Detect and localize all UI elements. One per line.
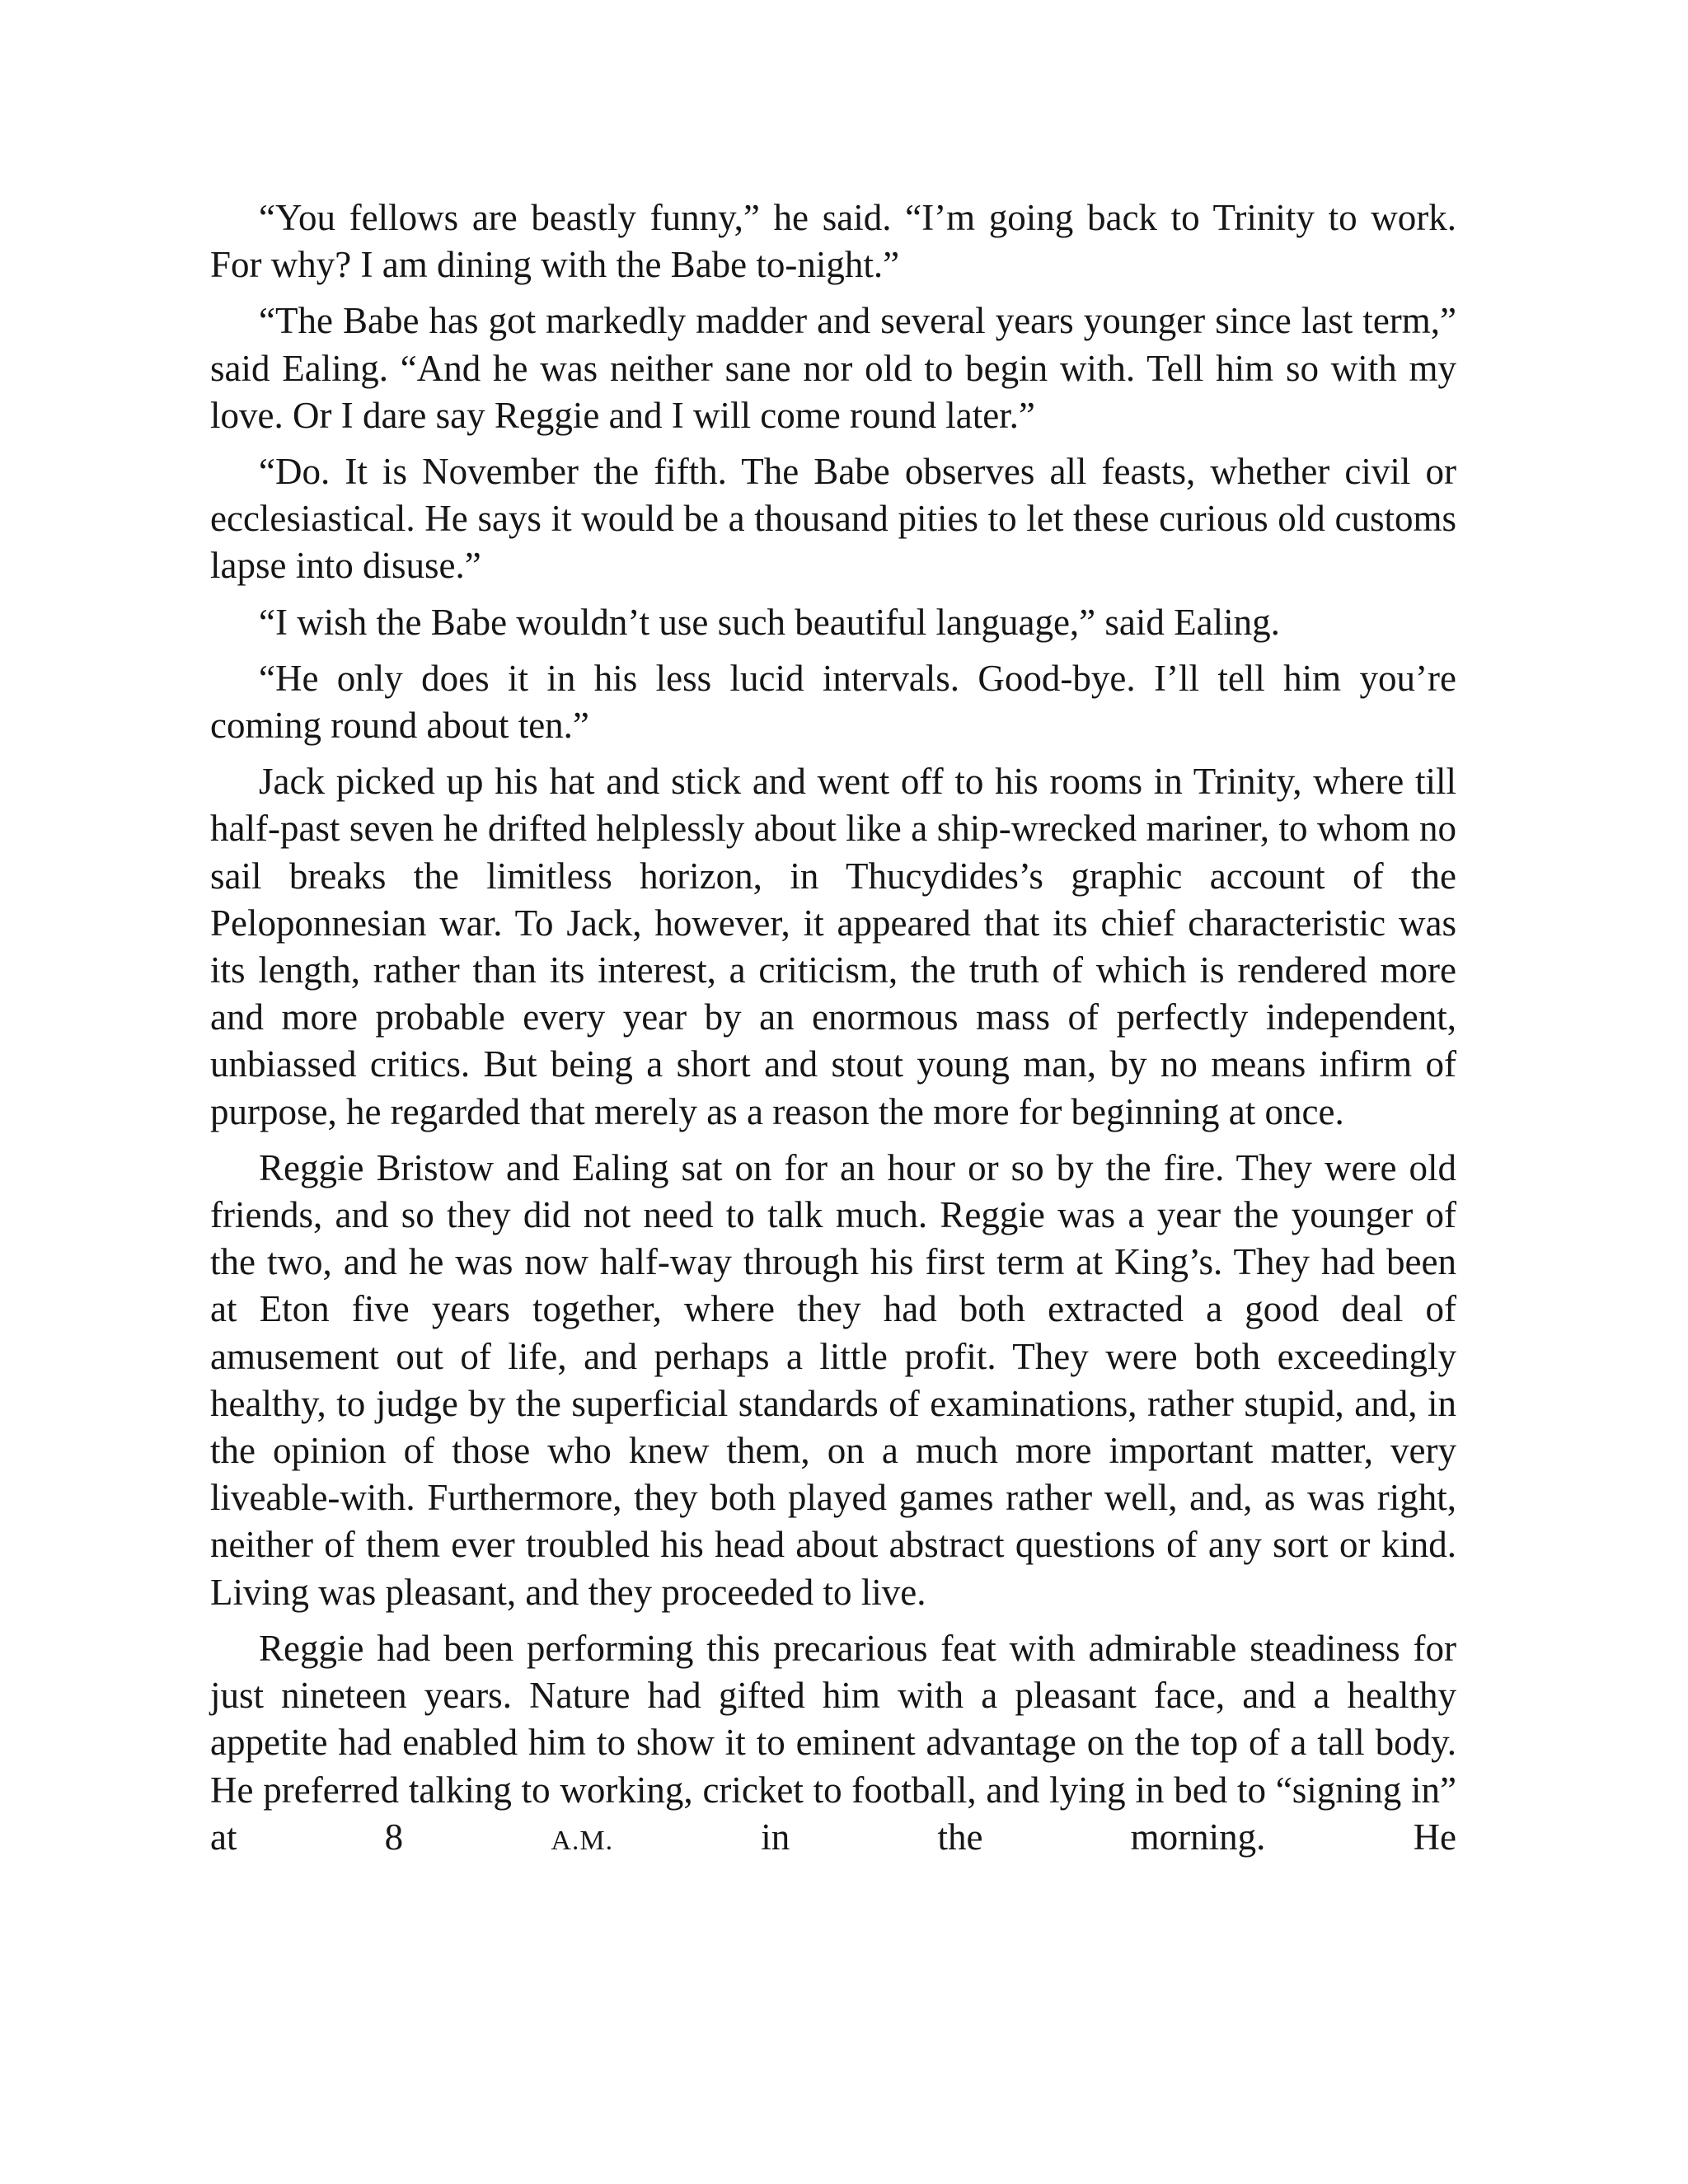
paragraph-3: “Do. It is November the fifth. The Babe observes all feasts, whether civil or ecclesiastical. He says it would be a thousand pities to let these curious old customs lapse into disuse.” — [210, 451, 1456, 587]
book-page — [210, 194, 1456, 1873]
paragraph-4: “I wish the Babe wouldn’t use such beautiful language,” said Ealing. — [259, 601, 1280, 643]
paragraph-8-continuation: in the morning. He — [613, 1816, 1456, 1858]
paragraph-6: Jack picked up his hat and stick and went off to his rooms in Trinity, where till half-past seven he drifted helplessly about like a ship-wrecked mariner, to whom no sail breaks the limitless horizon, in Thucydides’s graphic account of the Peloponnesian war. To Jack, however, it appeared that its chief characteristic was its length, rather than its interest, a criticism, the truth of which is rendered more and more probable every year by an enormous mass of perfectly independent, unbiassed critics. But being a short and stout young man, by no means infirm of purpose, he regarded that merely as a reason the more for beginning at once. — [210, 761, 1456, 1132]
paragraph-2: “The Babe has got markedly madder and several years younger since last term,” said Ealing. “And he was neither sane nor old to begin with. Tell him so with my love. Or I dare say Reggie and I will come round later.” — [210, 300, 1456, 436]
paragraph-8-text: Reggie had been performing this precarious feat with admirable steadiness for just nineteen years. Nature had gifted him with a pleasant face, and a healthy appetite had enabled him to show it to eminent advantage on the top of a tall body. He preferred talking to working, cricket to football, and lying in bed to “signing in” at 8 — [210, 1627, 1456, 1858]
paragraph-1: “You fellows are beastly funny,” he said. “I’m going back to Trinity to work. For why? I am dining with the Babe to-night.” — [210, 197, 1456, 286]
paragraph-5: “He only does it in his less lucid intervals. Good-bye. I’ll tell him you’re coming round about ten.” — [210, 657, 1456, 747]
time-marker: A.M. — [551, 1825, 614, 1856]
paragraph-7: Reggie Bristow and Ealing sat on for an hour or so by the fire. They were old friends, and so they did not need to talk much. Reggie was a year the younger of the two, and he was now half-way through his first term at King’s. They had been at Eton five years together, where they had both extracted a good deal of amusement out of life, and perhaps a little profit. They were both exceedingly healthy, to judge by the superficial standards of examinations, rather stupid, and, in the opinion of those who knew them, on a much more important matter, very liveable-with. Furthermore, they both played games rather well, and, as was right, neither of them ever troubled his head about abstract questions of any sort or kind. Living was pleasant, and they proceeded to live. — [210, 1146, 1456, 1613]
paragraph-8 — [210, 1625, 1456, 1864]
